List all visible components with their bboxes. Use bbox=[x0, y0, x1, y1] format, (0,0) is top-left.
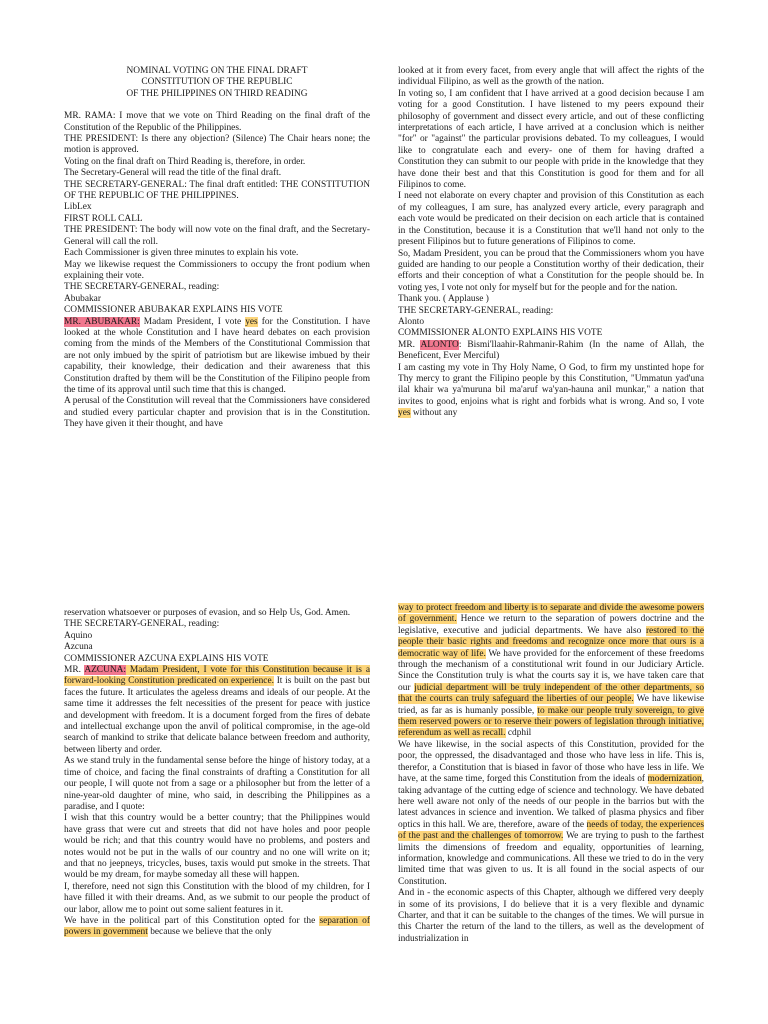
paragraph: I, therefore, need not sign this Constitution with the blood of my children, for I have filled it with their dreams. And, as we submit to our people the product of our labor, allow me to point out some salient features in it. bbox=[64, 881, 370, 915]
paragraph: I need not elaborate on every chapter and provision of this Constitution as each of my colleagues, I am sure, has analyzed every article, every paragraph and each vote would be predicated on their decision on each article that is contained in the Constitution, because it is a Constitution that we'll hand not only to the present Filipinos but to future generations of Filipinos to come. bbox=[398, 191, 704, 248]
paragraph: Voting on the final draft on Third Reading is, therefore, in order. bbox=[64, 156, 306, 167]
page-gap bbox=[0, 500, 768, 598]
paragraph: Each Commissioner is given three minutes to explain his vote. bbox=[64, 248, 299, 259]
paragraph: THE SECRETARY-GENERAL, reading: bbox=[64, 619, 220, 630]
paragraph: I am casting my vote in Thy Holy Name, O God, to firm my unstinted hope for Thy mercy to grant the Filipino people by this Constitution, "Ummatun yad'una ilal khair wa ya'muruna bil ma'aruf wa'yan-hauna anil munkar," a nation that invites to good, enjoins what is right and forbids what is wrong. And so, I vote yes without any bbox=[398, 362, 704, 419]
paragraph: THE SECRETARY-GENERAL, reading: bbox=[398, 305, 554, 316]
paragraph: Azcuna bbox=[64, 642, 93, 653]
paragraph: COMMISSIONER ABUBAKAR EXPLAINS HIS VOTE bbox=[64, 305, 283, 316]
title-line-2: CONSTITUTION OF THE REPUBLIC bbox=[141, 77, 293, 88]
highlight-yellow: restored to the people their basic rights and freedoms and recognize once more that ours is a democratic way of life. bbox=[398, 625, 704, 659]
paragraph: And in - the economic aspects of this Chapter, although we differed very deeply in some of its provisions, I do believe that it is a very flexible and dynamic Charter, and that it can be suitable to the changes of the times. We will pursue in this Charter the return of the land to the tillers, as well as the development of industrialization in bbox=[398, 888, 704, 944]
column-top-left bbox=[64, 66, 370, 431]
paragraph: I wish that this country would be a better country; that the Philippines would have grass that were cut and streets that did not have holes and poor people would be rich; and that this country would have no problems, and posters and notes would not be put in the walls of our country and no one will write on it; and that no jeepneys, tricycles, buses, taxis would put smoke in the streets. That would be my dream, for maybe someday all these will happen. bbox=[64, 813, 370, 881]
paragraph: Aquino bbox=[64, 630, 93, 641]
paragraph: We have in the political part of this Constitution opted for the separation of powers in government because we believe that the only bbox=[64, 915, 370, 938]
paragraph: So, Madam President, you can be proud that the Commissioners whom you have guided are handing to our people a Constitution worthy of their dedication, their efforts and their conception of what a Constitution for the people should be. In voting yes, I vote not only for myself but for the people and for the nation. bbox=[398, 248, 704, 293]
highlight-yellow: way to protect freedom and liberty is to separate and divide the awesome powers of government. bbox=[398, 603, 704, 625]
title-line-1: NOMINAL VOTING ON THE FINAL DRAFT bbox=[126, 66, 308, 76]
highlight-yellow: to make our people truly sovereign, to give them reserved powers or to reserve their powers of legislation through initiative, referendum as well as recall. bbox=[398, 705, 705, 739]
paragraph: FIRST ROLL CALL bbox=[64, 213, 143, 224]
highlight-pink: MR. ABUBAKAR: bbox=[64, 316, 140, 327]
paragraph: COMMISSIONER AZCUNA EXPLAINS HIS VOTE bbox=[64, 653, 269, 664]
highlight-yellow: modernization bbox=[647, 774, 702, 785]
highlight-yellow: needs of today, the experiences of the past and the challenges of tomorrow. bbox=[398, 819, 704, 842]
paragraph: THE SECRETARY-GENERAL: The final draft entitled: THE CONSTITUTION OF THE REPUBLIC OF THE PHILIPPINES. bbox=[64, 179, 370, 202]
column-top-right bbox=[398, 66, 704, 420]
paragraph: Thank you. ( Applause ) bbox=[398, 294, 489, 305]
paragraph: THE PRESIDENT: Is there any objection? (Silence) The Chair hears none; the motion is approved. bbox=[64, 134, 370, 156]
paragraph: MR. RAMA: I move that we vote on Third Reading on the final draft of the Constitution of the Republic of the Philippines. bbox=[64, 111, 370, 133]
paragraph: The Secretary-General will read the title of the final draft. bbox=[64, 168, 282, 179]
paragraph: Alonto bbox=[398, 316, 425, 327]
highlight-yellow: judicial department will be truly independent of the other departments, so that the courts can truly safeguard the liberties of our people. bbox=[398, 682, 705, 705]
paragraph: MR. AZCUNA: Madam President, I vote for this Constitution because it is a forward-looking Constitution predicated on experience. It is built on the past but faces the future. It articulates the ageless dreams and ideals of our people. At the same time it addresses the felt necessities of the present for peace with justice and development with freedom. It is a document forged from the fires of debate and intellectual exchange upon the anvil of political compromise, in the age-old search of mankind to strike that delicate balance between freedom and authority, between liberty and order. bbox=[64, 665, 371, 755]
paragraph: THE SECRETARY-GENERAL, reading: bbox=[64, 282, 220, 293]
column-bottom-left bbox=[64, 608, 370, 939]
highlight-yellow: yes bbox=[245, 316, 258, 327]
highlight-yellow: Madam President, I vote for this Constitution because it is a forward-looking Constitution predicated on experience. bbox=[64, 665, 371, 687]
highlight-yellow: separation of powers in government bbox=[64, 915, 370, 938]
paragraph: COMMISSIONER ALONTO EXPLAINS HIS VOTE bbox=[398, 328, 603, 339]
paragraph: MR. ABUBAKAR: Madam President, I vote yes for the Constitution. I have looked at the whole Constitution and I have heard debates on each provision coming from the minds of the Members of the Constitutional Commission that are not only imbued by the spirit of patriotism but are likewise imbued by their capability, their knowledge, their dedication and their awareness that this Constitution drafted by them will be the Constitution of the Filipino people from the time of its approval until such time that this is changed. bbox=[64, 316, 370, 395]
paragraph: A perusal of the Constitution will reveal that the Commissioners have considered and studied every particular chapter and provision that is in the Constitution. They have given it their thought, and have bbox=[64, 396, 370, 430]
paragraph: LibLex bbox=[64, 202, 92, 213]
paragraph: As we stand truly in the fundamental sense before the hinge of history today, at a time of choice, and facing the final constraints of drafting a Constitution for all our people, I will quote not from a sage or a philosopher but from the letter of a nine-year-old daughter of mine, who said, in describing the Philippines as a paradise, and I quote: bbox=[64, 756, 370, 812]
paragraph: THE PRESIDENT: The body will now vote on the final draft, and the Secretary-General will call the roll. bbox=[64, 225, 370, 247]
column-bottom-right bbox=[398, 603, 704, 945]
highlight-pink: ALONTO bbox=[420, 339, 459, 350]
paragraph: We have likewise, in the social aspects of this Constitution, provided for the poor, the oppressed, the disadvantaged and those who have less in life. This is, therefor, a Constitution that is biased in favor of those who have less in life. We have, at the same time, forged this Constitution from the ideals of modernization, taking advantage of the cutting edge of science and technology. We have debated here well aware not only of the needs of our people in the barrios but with the latest advances in science and invention. We talked of plasma physics and fiber optics in this hall. We are, therefore, aware of the needs of today, the experiences of the past and the challenges of tomorrow. We are trying to push to the farthest limits the dimensions of freedom and equality, opportunities of learning, information, knowledge and communications. All these we tried to do in the very limited time that was given to us. It is all found in the social aspects of our Constitution. bbox=[398, 739, 705, 887]
paragraph: reservation whatsoever or purposes of evasion, and so Help Us, God. Amen. bbox=[64, 608, 351, 618]
paragraph: In voting so, I am confident that I have arrived at a good decision because I am voting for a good Constitution. I have listened to my peers expound their philosophy of government and dissect every article, and out of these conflicting interpretations of each article, I have arrived at a conclusion which is neither "for" or "against" the particular provisions debated. To my colleagues, I would like to congratulate each and every- one of them for having drafted a Constitution they can submit to our people with pride in the knowledge that they have done their best and that this Constitution is good for them and for all Filipinos to come. bbox=[398, 88, 704, 191]
paragraph: MR. ALONTO: Bismi'llaahir-Rahmanir-Rahim (In the name of Allah, the Beneficent, Ever Merciful) bbox=[398, 339, 704, 362]
highlight-yellow: yes bbox=[398, 408, 411, 419]
paragraph: looked at it from every facet, from every angle that will affect the rights of the individual Filipino, as well as the growth of the nation. bbox=[398, 66, 704, 88]
paragraph: May we likewise request the Commissioners to occupy the front podium when explaining their vote. bbox=[64, 259, 370, 281]
paragraph: Abubakar bbox=[64, 293, 101, 304]
title-line-3: OF THE PHILIPPINES ON THIRD READING bbox=[126, 88, 308, 99]
highlight-pink: AZCUNA: bbox=[84, 665, 126, 676]
paragraph: way to protect freedom and liberty is to separate and divide the awesome powers of government. Hence we return to the separation of powers doctrine and the legislative, executive and judicial departments. We have also restored to the people their basic rights and freedoms and recognize once more that ours is a democratic way of life. We have provided for the enforcement of these freedoms through the mechanism of a constitutional writ found in our Judiciary Article. Since the Constitution truly is what the courts say it is, we have taken care that our judicial department will be truly independent of the other departments, so that the courts can truly safeguard the liberties of our people. We have likewise tried, as far as is humanly possible, to make our people truly sovereign, to give them reserved powers or to reserve their powers of legislation through initiative, referendum as well as recall. cdphil bbox=[398, 603, 705, 739]
